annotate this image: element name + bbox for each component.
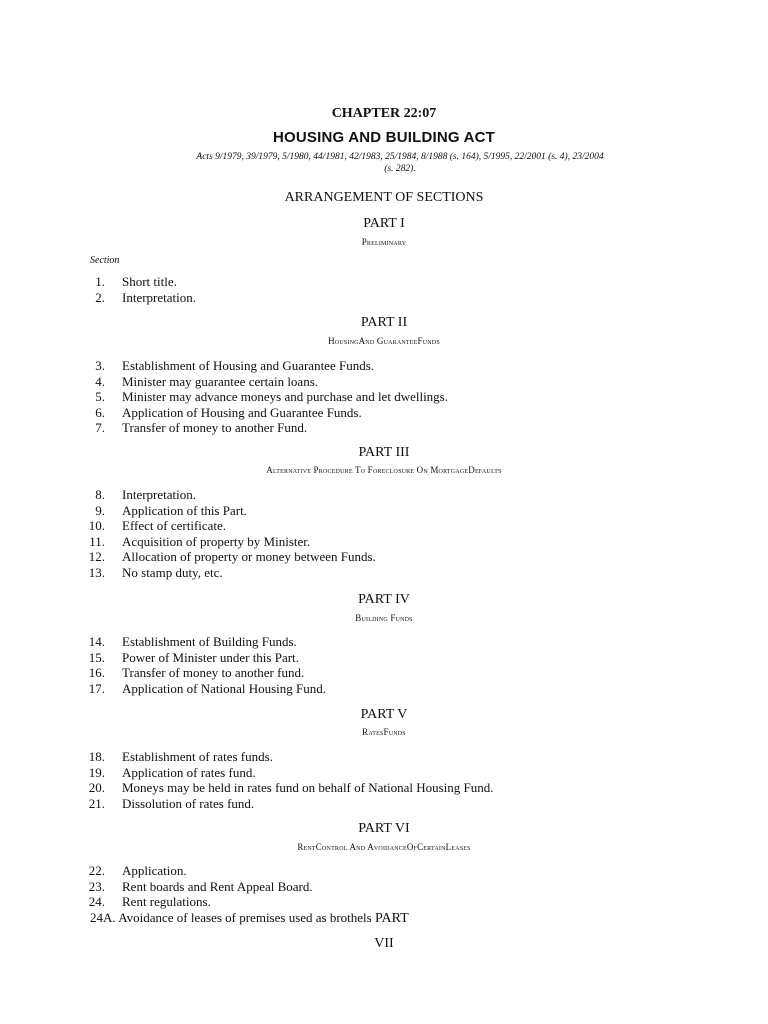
section-title: Transfer of money to another fund.	[122, 665, 305, 681]
list-item	[0, 374, 768, 390]
list-item	[0, 879, 768, 895]
list-item	[0, 665, 768, 681]
section-number: 24A.	[90, 910, 116, 925]
part-heading: PART V	[360, 707, 408, 722]
list-item	[0, 780, 768, 796]
section-title: Establishment of Building Funds.	[122, 634, 297, 649]
list-item	[0, 503, 768, 519]
section-number: 20.	[88, 780, 105, 796]
section-list	[0, 358, 768, 436]
part-subtitle: RatesFunds	[362, 727, 406, 737]
section-number: 14.	[88, 634, 105, 649]
section-number: 16.	[88, 665, 105, 681]
section-number: 10.	[88, 518, 105, 534]
section-title: Effect of certificate.	[122, 518, 227, 534]
list-item	[0, 487, 768, 503]
section-title: No stamp duty, etc.	[122, 564, 223, 580]
section-number: 3.	[95, 358, 105, 373]
list-item	[0, 274, 768, 290]
section-number: 15.	[88, 649, 105, 665]
arrangement-heading: ARRANGEMENT OF SECTIONS	[284, 190, 484, 205]
section-number: 12.	[88, 549, 105, 565]
list-item	[0, 650, 768, 666]
amending-acts-line-2: (s. 282).	[384, 164, 416, 174]
section-number: 5.	[95, 389, 105, 405]
section-number: 8.	[95, 487, 105, 502]
section-number: 7.	[95, 420, 105, 436]
part-heading: PART III	[358, 445, 410, 460]
section-title: Dissolution of rates fund.	[122, 795, 255, 811]
list-item	[0, 549, 768, 565]
section-list	[0, 863, 768, 910]
list-item	[0, 534, 768, 550]
list-item	[0, 894, 768, 910]
part-subtitle: HousingAnd GuaranteeFunds	[328, 336, 440, 346]
section-title: Transfer of money to another Fund.	[122, 420, 308, 436]
list-item	[0, 389, 768, 405]
section-number: 4.	[95, 373, 105, 389]
section-list	[0, 274, 768, 305]
part-heading: PART II	[360, 315, 408, 330]
section-title: Application of Housing and Guarantee Funds.	[122, 404, 362, 420]
section-title: Avoidance of leases of premises used as brothels	[118, 910, 372, 925]
list-item	[0, 681, 768, 697]
section-number: 21.	[88, 795, 105, 811]
list-item	[0, 749, 768, 765]
section-number: 17.	[88, 680, 105, 696]
section-list	[0, 634, 768, 696]
section-number: 24.	[88, 894, 105, 910]
section-title: Minister may guarantee certain loans.	[122, 373, 319, 389]
section-title: Application of this Part.	[122, 502, 247, 518]
list-item	[0, 796, 768, 812]
list-item	[0, 634, 768, 650]
list-item	[0, 518, 768, 534]
section-title: Interpretation.	[122, 487, 196, 502]
section-number: 2.	[95, 289, 105, 305]
section-title: Interpretation.	[122, 289, 196, 305]
section-number: 13.	[88, 564, 105, 580]
section-title: Establishment of rates funds.	[122, 749, 273, 764]
section-title: Application of rates fund.	[122, 764, 256, 780]
part-heading: PART IV	[358, 592, 410, 607]
section-number: 19.	[88, 764, 105, 780]
section-title: Establishment of Housing and Guarantee Funds.	[122, 358, 375, 373]
section-list	[0, 749, 768, 811]
section-title: Rent boards and Rent Appeal Board.	[122, 878, 313, 894]
section-number: 11.	[89, 533, 105, 549]
section-number: 18.	[88, 749, 105, 764]
list-item	[0, 358, 768, 374]
section-title: Minister may advance moneys and purchase and let dwellings.	[122, 389, 448, 405]
list-item	[0, 420, 768, 436]
section-column-label: Section	[90, 255, 120, 266]
section-title: Power of Minister under this Part.	[122, 649, 299, 665]
section-title: Application.	[122, 863, 187, 878]
list-item	[90, 910, 409, 927]
section-title: Acquisition of property by Minister.	[122, 533, 311, 549]
list-item	[0, 565, 768, 581]
list-item	[0, 290, 768, 306]
section-title: Application of National Housing Fund.	[122, 680, 327, 696]
part-heading: PART VI	[358, 821, 410, 836]
amending-acts	[170, 151, 630, 175]
section-number: 6.	[95, 404, 105, 420]
section-number: 9.	[95, 502, 105, 518]
part-subtitle: RentControl And AvoidanceOfCertainLeases	[297, 842, 471, 852]
part-heading-fragment: VII	[374, 936, 394, 951]
section-title: Short title.	[122, 274, 177, 289]
act-title: HOUSING AND BUILDING ACT	[272, 129, 495, 146]
section-title: Moneys may be held in rates fund on behalf of National Housing Fund.	[122, 780, 494, 796]
list-item	[0, 765, 768, 781]
part-subtitle: Preliminary	[361, 237, 407, 247]
amending-acts-line-1: Acts 9/1979, 39/1979, 5/1980, 44/1981, 42/1983, 25/1984, 8/1988 (s. 164), 5/1995, 22/2001 (s. 4), 23/2004	[196, 152, 604, 162]
list-item	[0, 863, 768, 879]
chapter-number: CHAPTER 22:07	[331, 106, 437, 121]
section-number: 22.	[88, 863, 105, 878]
part-subtitle: Alternative Procedure To Foreclosure On MortgageDefaults	[266, 465, 502, 475]
section-title: Allocation of property or money between Funds.	[122, 549, 376, 565]
section-list	[0, 487, 768, 581]
section-number: 23.	[88, 878, 105, 894]
section-number: 1.	[95, 274, 105, 289]
section-title: Rent regulations.	[122, 894, 211, 910]
part-subtitle: Building Funds	[355, 613, 413, 623]
part-heading: PART I	[363, 216, 405, 231]
list-item	[0, 405, 768, 421]
part-heading-fragment: PART	[374, 911, 409, 926]
